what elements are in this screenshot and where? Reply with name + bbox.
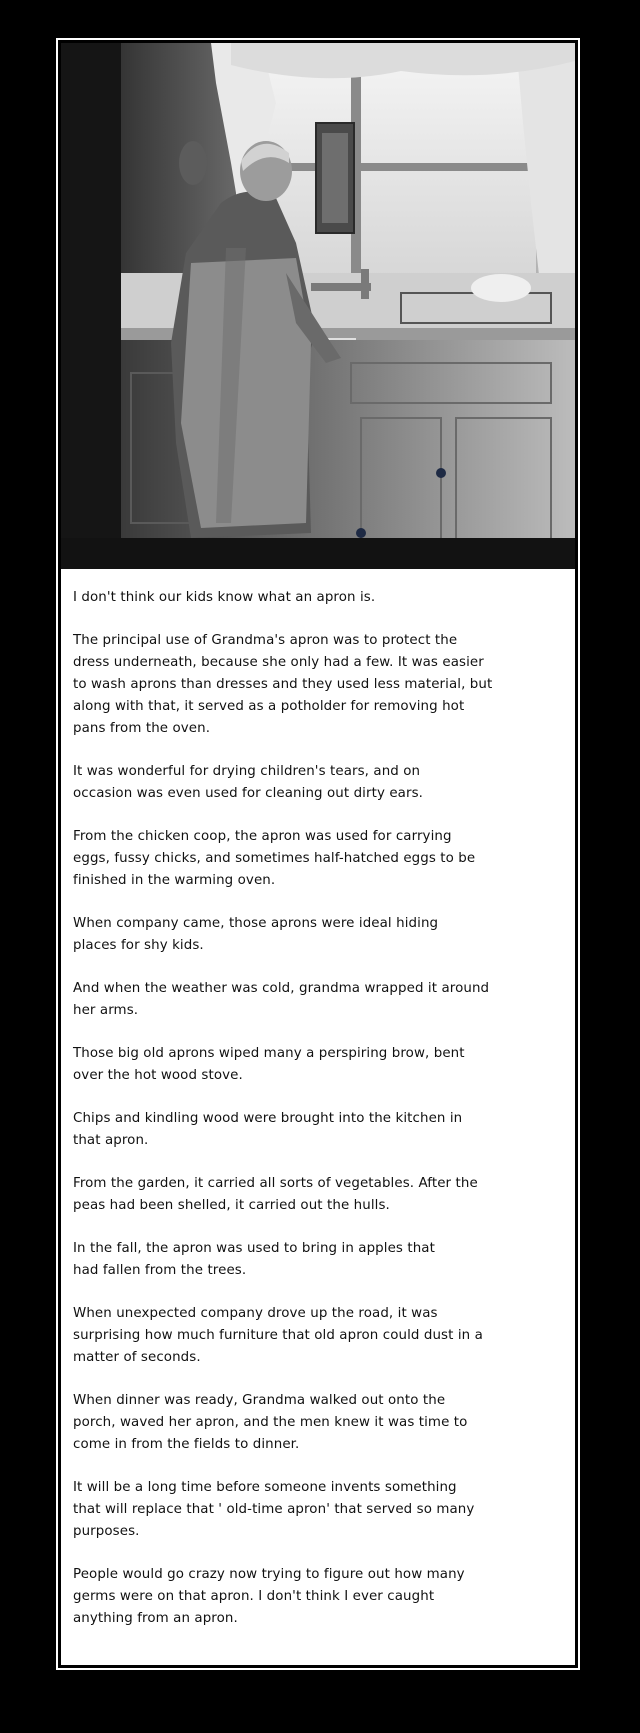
apron-story-text	[73, 587, 565, 1651]
story-paragraph: When unexpected company drove up the road, it was surprising how much furniture that old apron could dust in a matter of seconds.	[73, 1306, 483, 1365]
grandmother-kitchen-photo	[61, 43, 575, 569]
story-paragraph: It was wonderful for drying children's tears, and on occasion was even used for cleaning out dirty ears.	[73, 764, 424, 801]
story-paragraph: People would go crazy now trying to figure out how many germs were on that apron. I don't think I ever caught anything from an apron.	[73, 1567, 465, 1626]
photo-illustration	[61, 43, 575, 569]
story-paragraph: Chips and kindling wood were brought into the kitchen in that apron.	[73, 1111, 463, 1148]
story-paragraph: From the chicken coop, the apron was used for carrying eggs, fussy chicks, and sometimes half-hatched eggs to be finished in the warming oven.	[73, 829, 476, 888]
story-paragraph: When company came, those aprons were ideal hiding places for shy kids.	[73, 916, 439, 953]
poster-inner	[61, 43, 575, 1665]
story-paragraph: The principal use of Grandma's apron was to protect the dress underneath, because she only had a few. It was easier to wash aprons than dresses and they used less material, but along with that, it served as a potholder for removing hot pans from the oven.	[73, 633, 493, 736]
story-paragraph: And when the weather was cold, grandma wrapped it around her arms.	[73, 981, 490, 1018]
story-paragraph: It will be a long time before someone invents something that will replace that ' old-time apron' that served so many purposes.	[73, 1480, 475, 1539]
story-paragraph: I don't think our kids know what an apron is.	[73, 590, 376, 605]
story-paragraph: From the garden, it carried all sorts of vegetables. After the peas had been shelled, it carried out the hulls.	[73, 1176, 478, 1213]
story-paragraph: When dinner was ready, Grandma walked out onto the porch, waved her apron, and the men knew it was time to come in from the fields to dinner.	[73, 1393, 468, 1452]
story-paragraph: Those big old aprons wiped many a perspiring brow, bent over the hot wood stove.	[73, 1046, 465, 1083]
story-paragraph: In the fall, the apron was used to bring in apples that had fallen from the trees.	[73, 1241, 435, 1278]
poster-frame	[56, 38, 580, 1670]
